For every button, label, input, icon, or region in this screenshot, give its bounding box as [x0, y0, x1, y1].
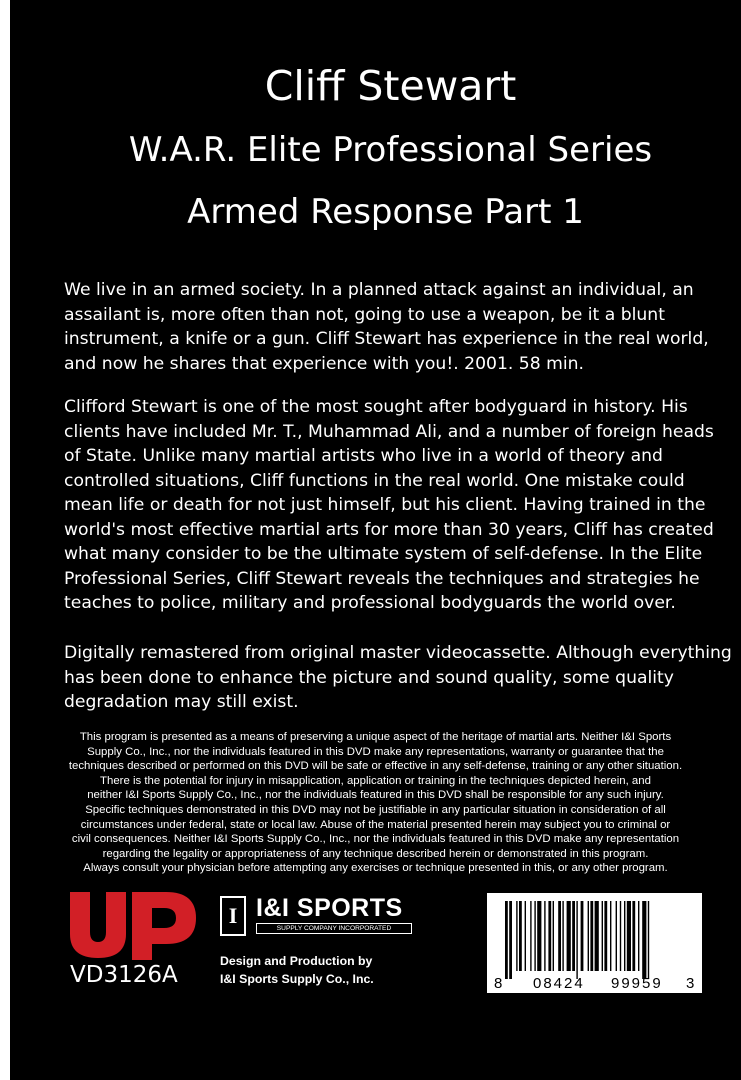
barcode-bar: [642, 901, 646, 979]
ii-sports-logo: [220, 896, 410, 938]
description-paragraph-3: Digitally remastered from original master videocassette. Although everything has been done to enhance the picture and sound quality, some quality degradation may still exist.: [64, 643, 732, 712]
barcode-bar: [530, 901, 531, 971]
brand-tagline: SUPPLY COMPANY INCORPORATED: [256, 923, 412, 934]
barcode-bar: [519, 901, 522, 971]
disclaimer-line: neither I&I Sports Supply Co., Inc., nor the individuals featured in this DVD shall be responsible for any such injury.: [87, 789, 664, 802]
barcode-bar: [627, 901, 631, 971]
barcode: [487, 893, 702, 993]
barcode-bar: [534, 901, 535, 971]
volume-title: Armed Response Part 1: [187, 192, 584, 232]
barcode-bar: [632, 901, 635, 971]
barcode-bar: [548, 901, 551, 971]
barcode-bar: [558, 901, 561, 971]
barcode-bar: [562, 901, 563, 971]
barcode-bar: [509, 901, 512, 979]
barcode-group-1: 08424: [533, 975, 585, 992]
series-title: W.A.R. Elite Professional Series: [128, 130, 653, 170]
barcode-bar: [544, 901, 545, 971]
barcode-bar: [638, 901, 639, 971]
barcode-bar: [648, 901, 649, 979]
barcode-bar: [624, 901, 625, 971]
barcode-bar: [537, 901, 541, 971]
barcode-bar: [602, 901, 603, 971]
disclaimer-line: civil consequences. Neither I&I Sports Supply Co., Inc., nor the individuals featured in this DVD make any representation: [71, 833, 680, 846]
barcode-bar: [581, 901, 584, 971]
ii-emblem-icon: I: [220, 896, 246, 936]
barcode-bar: [616, 901, 617, 971]
barcode-bar: [610, 901, 611, 971]
presenter-name: Cliff Stewart: [264, 62, 517, 110]
disclaimer-line: This program is presented as a means of preserving a unique aspect of the heritage of martial arts. Neither I&I Sports: [79, 731, 672, 743]
barcode-bar: [516, 901, 517, 971]
description-paragraph-2: Clifford Stewart is one of the most sought after bodyguard in history. His clients have included Mr. T., Muhammad Ali, and a number of foreign heads of State. Unlike many martial artists who live in a world of theory and controlled situations, Cliff functions in the real world. One mistake could mean life or death for not just himself, but his client. Having trained in the world's most effective martial arts for more than 30 years, Cliff has created what many consider to be the ultimate system of self-defense. In the Elite Professional Series, Cliff Stewart reveals the techniques and strategies he teaches to police, military and professional bodyguards the world over.: [64, 397, 714, 613]
barcode-bar: [576, 901, 577, 979]
credit-line-2: I&I Sports Supply Co., Inc.: [220, 972, 374, 986]
legal-disclaimer: [10, 730, 741, 882]
barcode-bars-icon: [487, 893, 702, 993]
up-logo-icon: [68, 888, 198, 960]
brand-name: I&I SPORTS: [256, 894, 403, 922]
barcode-bar: [572, 901, 575, 971]
barcode-bar: [505, 901, 508, 979]
description-paragraph-1: We live in an armed society. In a planned attack against an individual, an assailant is, more often than not, going to use a weapon, be it a blunt instrument, a knife or a gun. Cliff Stewart has experience in the real world, and now he shares that experience with you!. 2001. 58 min.: [64, 280, 709, 374]
barcode-bar: [595, 901, 599, 971]
barcode-group-2: 99959: [611, 975, 663, 992]
catalog-code: VD3126A: [70, 962, 178, 988]
barcode-digit-left: 8: [494, 975, 503, 992]
disclaimer-line: There is the potential for injury in misapplication, application or training in the techniques depicted herein, and: [100, 774, 651, 787]
disclaimer-line: Supply Co., Inc., nor the individuals featured in this DVD make any representations, warranty or guarantee that the: [87, 745, 664, 758]
disclaimer-line: regarding the legality or appropriateness of any technique described herein or demonstrated in this program.: [102, 847, 649, 860]
barcode-bar: [590, 901, 593, 971]
disclaimer-line: Specific techniques demonstrated in this DVD may not be justifiable in any particular situation in consideration of all: [85, 803, 666, 816]
barcode-bar: [525, 901, 526, 971]
disclaimer-line: circumstances under federal, state or local law. Abuse of the material presented herein may subject you to criminal or: [80, 818, 671, 831]
barcode-bar: [604, 901, 607, 971]
barcode-bar: [553, 901, 554, 971]
disclaimer-line: techniques described or performed on this DVD will be safe or effective in any self-defense, training or any other situation.: [68, 760, 683, 773]
barcode-bar: [588, 901, 589, 971]
barcode-bar: [567, 901, 571, 971]
production-credits: [220, 952, 374, 988]
barcode-digit-right: 3: [686, 975, 695, 992]
credit-line-1: Design and Production by: [220, 954, 373, 968]
disclaimer-line: Always consult your physician before attempting any exercises or technique presented in this, or any other program.: [83, 862, 668, 875]
barcode-bar: [620, 901, 621, 971]
dvd-back-cover: [10, 0, 741, 1080]
